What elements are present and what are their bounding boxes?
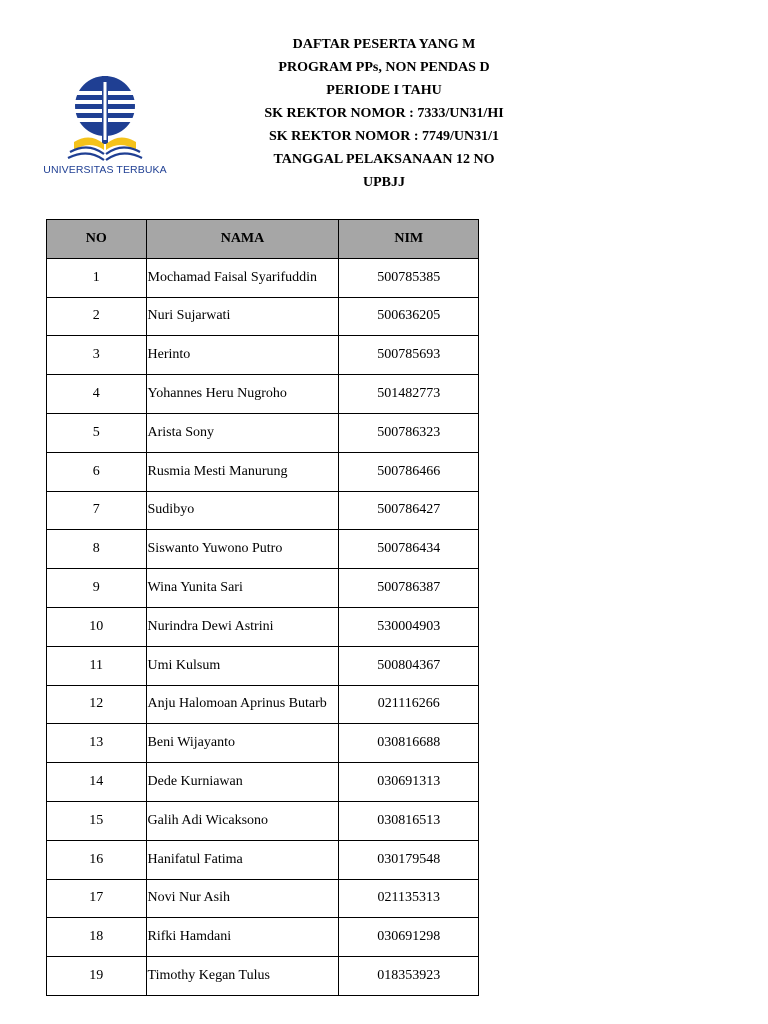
- table-row: [47, 258, 479, 297]
- table-body: [47, 258, 479, 995]
- cell-nama: Dede Kurniawan: [146, 763, 339, 802]
- table-row: [47, 413, 479, 452]
- cell-nim: 030691298: [339, 918, 479, 957]
- cell-no: 1: [47, 258, 147, 297]
- cell-nim: 030179548: [339, 840, 479, 879]
- cell-nim: 500786434: [339, 530, 479, 569]
- cell-nim: 021116266: [339, 685, 479, 724]
- cell-nama: Nuri Sujarwati: [146, 297, 339, 336]
- cell-nama: Wina Yunita Sari: [146, 569, 339, 608]
- cell-nama: Arista Sony: [146, 413, 339, 452]
- cell-no: 2: [47, 297, 147, 336]
- cell-nama: Yohannes Heru Nugroho: [146, 375, 339, 414]
- cell-no: 18: [47, 918, 147, 957]
- header-line-5: SK REKTOR NOMOR : 7749/UN31/1: [269, 129, 499, 144]
- cell-nim: 021135313: [339, 879, 479, 918]
- cell-nim: 500786323: [339, 413, 479, 452]
- header-line-6: TANGGAL PELAKSANAAN 12 NO: [273, 152, 495, 167]
- cell-nim: 030816688: [339, 724, 479, 763]
- cell-nama: Hanifatul Fatima: [146, 840, 339, 879]
- cell-no: 9: [47, 569, 147, 608]
- cell-nim: 500785385: [339, 258, 479, 297]
- table-row: [47, 646, 479, 685]
- cell-nama: Siswanto Yuwono Putro: [146, 530, 339, 569]
- logo-text: UNIVERSITAS TERBUKA: [43, 164, 167, 176]
- header-line-4: SK REKTOR NOMOR : 7333/UN31/HI: [264, 106, 504, 121]
- cell-nim: 501482773: [339, 375, 479, 414]
- cell-no: 7: [47, 491, 147, 530]
- table-row: [47, 491, 479, 530]
- cell-no: 15: [47, 801, 147, 840]
- cell-no: 12: [47, 685, 147, 724]
- cell-nama: Galih Adi Wicaksono: [146, 801, 339, 840]
- cell-no: 19: [47, 957, 147, 996]
- header-line-3: PERIODE I TAHU: [326, 83, 442, 98]
- cell-nama: Sudibyo: [146, 491, 339, 530]
- cell-nim: 500785693: [339, 336, 479, 375]
- cell-nim: 500804367: [339, 646, 479, 685]
- cell-no: 14: [47, 763, 147, 802]
- header-line-7: UPBJJ: [363, 175, 405, 190]
- cell-nama: Rifki Hamdani: [146, 918, 339, 957]
- table-row: [47, 957, 479, 996]
- column-header-nim: NIM: [339, 220, 479, 259]
- table-row: [47, 840, 479, 879]
- cell-no: 6: [47, 452, 147, 491]
- cell-nama: Nurindra Dewi Astrini: [146, 607, 339, 646]
- table-row: [47, 375, 479, 414]
- cell-nim: 500636205: [339, 297, 479, 336]
- cell-no: 10: [47, 607, 147, 646]
- table-row: [47, 879, 479, 918]
- table-row: [47, 336, 479, 375]
- column-header-nama: NAMA: [146, 220, 339, 259]
- cell-nim: 500786387: [339, 569, 479, 608]
- cell-nim: 018353923: [339, 957, 479, 996]
- cell-no: 16: [47, 840, 147, 879]
- cell-no: 4: [47, 375, 147, 414]
- table-row: [47, 569, 479, 608]
- cell-nama: Herinto: [146, 336, 339, 375]
- participant-table: [46, 219, 479, 996]
- header-line-1: DAFTAR PESERTA YANG M: [292, 37, 476, 52]
- cell-no: 5: [47, 413, 147, 452]
- cell-nama: Rusmia Mesti Manurung: [146, 452, 339, 491]
- cell-no: 17: [47, 879, 147, 918]
- table-row: [47, 452, 479, 491]
- cell-nim: 500786466: [339, 452, 479, 491]
- table-row: [47, 724, 479, 763]
- cell-nama: Timothy Kegan Tulus: [146, 957, 339, 996]
- table-row: [47, 530, 479, 569]
- cell-nama: Novi Nur Asih: [146, 879, 339, 918]
- table-row: [47, 918, 479, 957]
- table-row: [47, 685, 479, 724]
- cell-no: 13: [47, 724, 147, 763]
- cell-no: 8: [47, 530, 147, 569]
- table-row: [47, 607, 479, 646]
- cell-nama: Anju Halomoan Aprinus Butarb: [146, 685, 339, 724]
- cell-nim: 030691313: [339, 763, 479, 802]
- cell-nim: 530004903: [339, 607, 479, 646]
- cell-nama: Umi Kulsum: [146, 646, 339, 685]
- cell-nama: Mochamad Faisal Syarifuddin: [146, 258, 339, 297]
- cell-nim: 030816513: [339, 801, 479, 840]
- table-row: [47, 801, 479, 840]
- column-header-no: NO: [47, 220, 147, 259]
- table-header-row: [47, 220, 479, 259]
- header-line-2: PROGRAM PPs, NON PENDAS D: [278, 60, 490, 75]
- cell-no: 3: [47, 336, 147, 375]
- cell-nama: Beni Wijayanto: [146, 724, 339, 763]
- table-row: [47, 297, 479, 336]
- cell-nim: 500786427: [339, 491, 479, 530]
- cell-no: 11: [47, 646, 147, 685]
- table-row: [47, 763, 479, 802]
